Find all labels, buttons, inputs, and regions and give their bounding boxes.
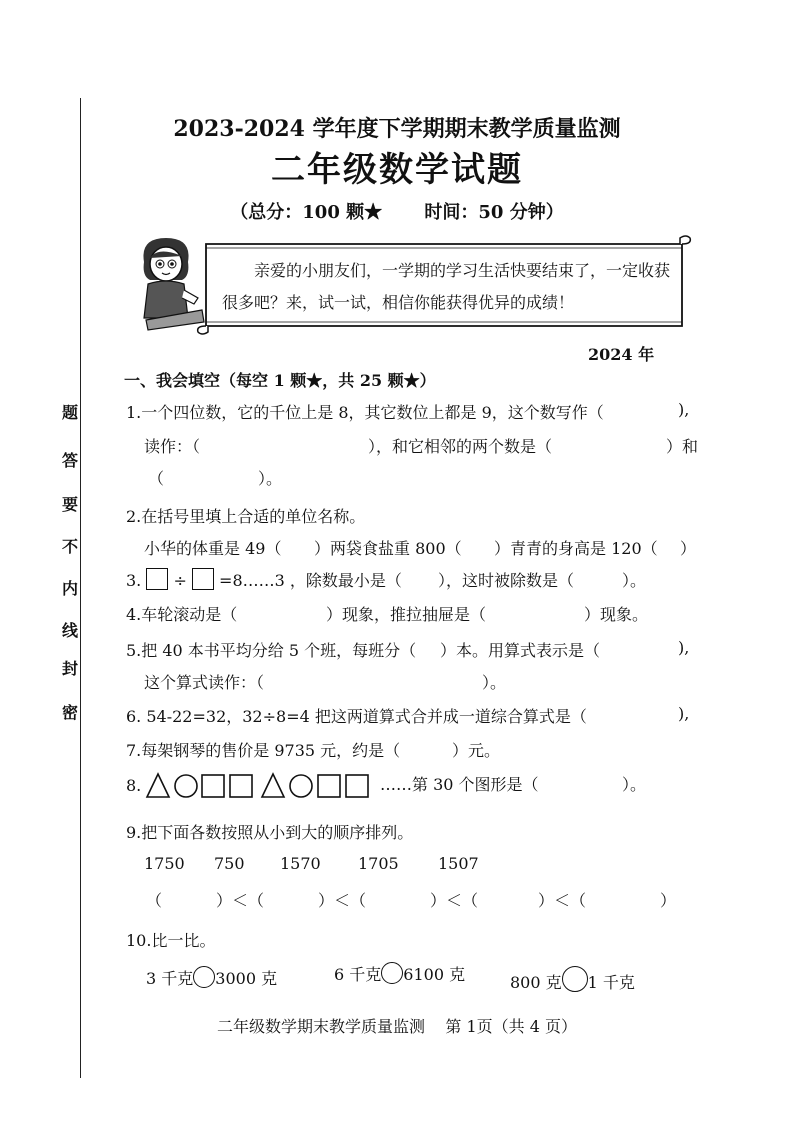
compare-3 [510, 966, 635, 993]
compare-left: 3 千克 [146, 969, 194, 988]
exam-time: 时间：50 分钟） [424, 202, 564, 223]
banner-text-2: 很多吧？来，试一试，相信你能获得优异的成绩！ [222, 293, 575, 312]
q9-lt: ）＜（ [216, 891, 265, 910]
divide-sign: ÷ [173, 571, 187, 590]
q1-line3-open: （ [148, 469, 165, 488]
q8-prefix: 8. [126, 776, 142, 795]
q3-end: ）。 [622, 571, 647, 590]
q1-line2: 读作：（ [144, 437, 201, 456]
shape-pattern [144, 770, 376, 800]
total-score: （总分：100 颗★ [230, 202, 383, 223]
q7-end: ）元。 [452, 741, 501, 760]
triangle-shape [262, 774, 284, 797]
q2-part-b: ）两袋食盐重 800（ [314, 539, 462, 558]
divisor-box [192, 568, 214, 590]
q5-part-d: 这个算式读作：（ [144, 673, 265, 692]
compare-circle [562, 966, 588, 992]
q6-text: 6. 54-22=32，32÷8=4 把这两道算式合并成一道综合算式是（ [126, 707, 587, 726]
q5-part-b: ）本。用算式表示是（ [440, 641, 601, 660]
q9-number: 1750 [144, 854, 185, 873]
section-heading: 一、我会填空（每空 1 颗★，共 25 颗★） [124, 371, 436, 390]
square-shape [318, 775, 340, 797]
q7-text: 7.每架钢琴的售价是 9735 元，约是（ [126, 741, 401, 760]
exam-meta [0, 198, 794, 224]
q1-line3-close: ）。 [258, 469, 283, 488]
banner-text-1: 亲爱的小朋友们，一学期的学习生活快要结束了，一定收获 [254, 261, 671, 280]
q9-title: 9.把下面各数按照从小到大的顺序排列。 [126, 823, 414, 842]
seal-char: 题 [61, 403, 78, 422]
q8-end: ）。 [622, 775, 647, 794]
q4-part-a: 4.车轮滚动是（ [126, 605, 238, 624]
dividend-box [146, 568, 168, 590]
scroll-banner [196, 234, 692, 336]
binding-line [80, 98, 81, 1078]
q9-number: 1570 [280, 854, 321, 873]
year-label: 2024 年 [588, 345, 655, 364]
q5-part-a: 5.把 40 本书平均分给 5 个班，每班分（ [126, 641, 417, 660]
seal-char: 内 [61, 579, 78, 598]
q3-eq: =8……3 ，除数最小是（ [219, 571, 402, 590]
q2-title: 2.在括号里填上合适的单位名称。 [126, 507, 366, 526]
compare-circle [193, 966, 215, 988]
q8-text: ……第 30 个图形是（ [380, 775, 539, 794]
q2-part-d: ） [680, 539, 697, 558]
seal-char: 封 [61, 659, 78, 678]
q4-part-b: ）现象，推拉抽屉是（ [326, 605, 487, 624]
square-shape [346, 775, 368, 797]
square-shape [202, 775, 224, 797]
q1-line1-end: ), [678, 400, 690, 419]
exam-term-title: 2023-2024 学年度下学期期末教学质量监测 [173, 116, 621, 142]
q9-open: （ [146, 891, 163, 910]
child-illustration [126, 232, 206, 332]
q9-lt: ）＜（ [430, 891, 479, 910]
seal-char: 答 [61, 451, 78, 470]
q9-number: 1507 [438, 854, 479, 873]
compare-left: 6 千克 [334, 965, 382, 984]
circle-shape [290, 775, 312, 797]
q9-lt: ）＜（ [538, 891, 587, 910]
seal-char: 线 [61, 621, 78, 640]
q1-line2-end: ）和 [666, 437, 699, 456]
compare-right: 6100 克 [403, 965, 466, 984]
q9-lt: ）＜（ [318, 891, 367, 910]
q9-number: 1705 [358, 854, 399, 873]
q1-line2-mid: ），和它相邻的两个数是（ [368, 437, 553, 456]
q4-part-c: ）现象。 [584, 605, 649, 624]
compare-left: 800 克 [510, 973, 562, 992]
compare-2 [334, 962, 465, 985]
q6-end: ), [678, 704, 690, 723]
q10-title: 10.比一比。 [126, 931, 216, 950]
compare-right: 1 千克 [587, 973, 635, 992]
q9-close: ） [660, 891, 677, 910]
q5-part-e: ）。 [482, 673, 507, 692]
q1-line1: 1.一个四位数，它的千位上是 8，其它数位上都是 9，这个数写作（ [126, 403, 604, 422]
q3-line [126, 568, 402, 591]
square-shape [230, 775, 252, 797]
circle-shape [175, 775, 197, 797]
q9-number: 750 [214, 854, 245, 873]
q3-prefix: 3. [126, 571, 142, 590]
q2-part-a: 小华的体重是 49（ [144, 539, 282, 558]
seal-char: 密 [61, 703, 78, 722]
exam-title: 二年级数学试题 [271, 150, 523, 190]
page-footer: 二年级数学期末教学质量监测 第 1页（共 4 页） [217, 1017, 577, 1036]
seal-char: 不 [61, 537, 78, 556]
compare-circle [381, 962, 403, 984]
seal-char: 要 [61, 495, 78, 514]
q5-part-c: ), [678, 638, 690, 657]
q2-part-c: ）青青的身高是 120（ [494, 539, 658, 558]
compare-right: 3000 克 [215, 969, 278, 988]
triangle-shape [147, 774, 169, 797]
compare-1 [146, 966, 277, 989]
q3-mid: ），这时被除数是（ [438, 571, 575, 590]
